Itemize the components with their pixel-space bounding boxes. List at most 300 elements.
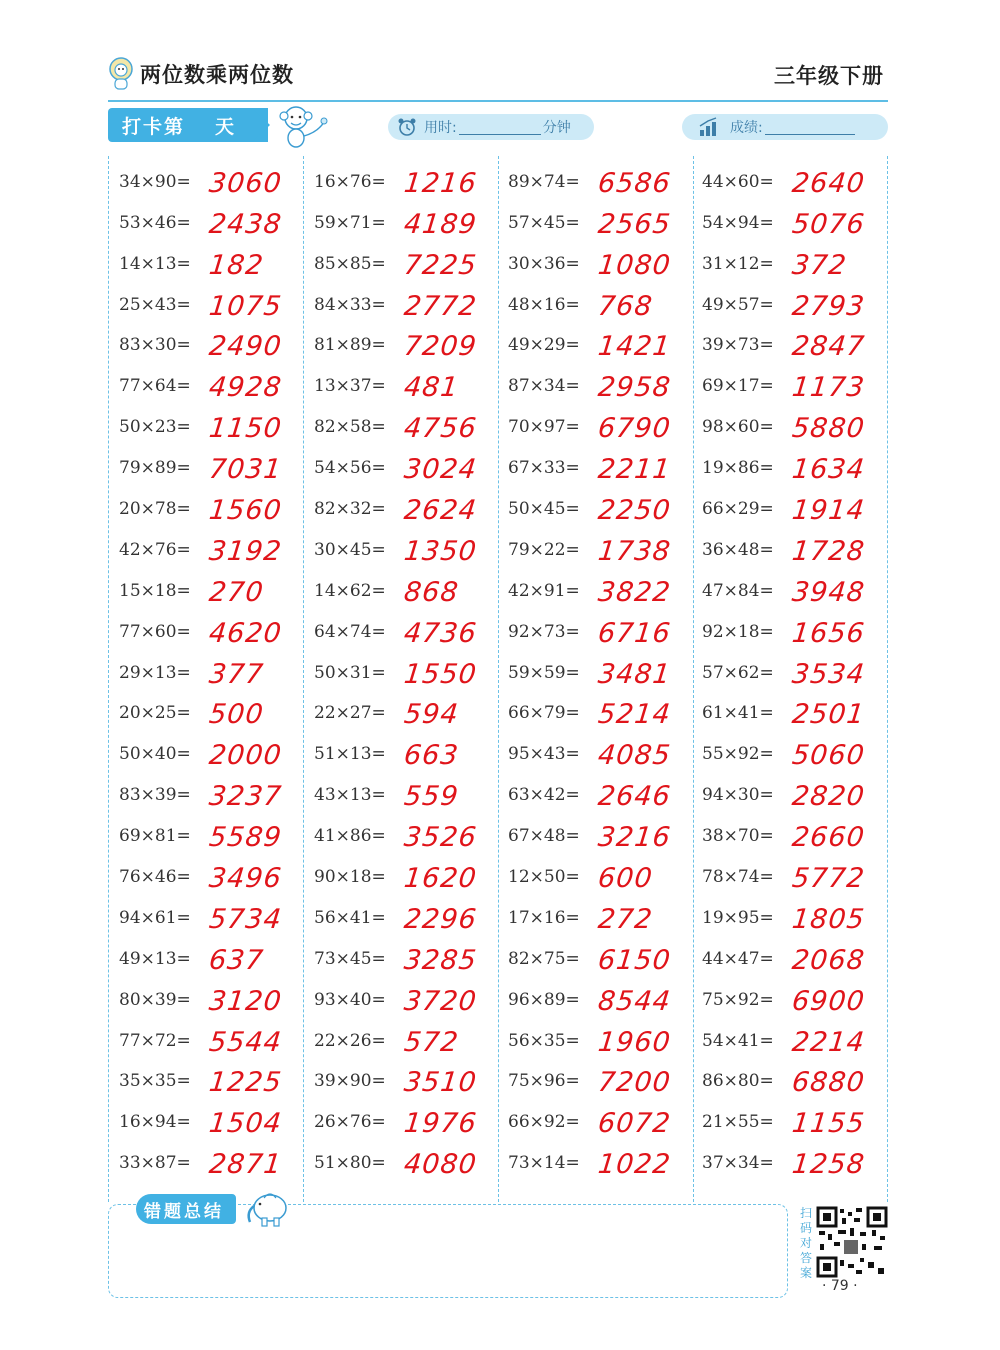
problem-expression: 30×36= xyxy=(508,253,580,274)
problem-item xyxy=(314,692,508,733)
problem-expression: 22×27= xyxy=(314,703,386,724)
problem-expression: 49×29= xyxy=(508,335,580,356)
problem-expression: 16×94= xyxy=(119,1112,191,1133)
time-label: 用时: xyxy=(424,120,457,136)
handwritten-answer[interactable]: 2772 xyxy=(402,290,479,322)
problem-expression: 26×76= xyxy=(314,1112,386,1133)
score-blank[interactable] xyxy=(765,120,855,135)
handwritten-answer[interactable]: 481 xyxy=(402,372,461,404)
handwritten-answer[interactable]: 3720 xyxy=(402,985,479,1017)
handwritten-answer[interactable]: 1634 xyxy=(790,454,867,486)
handwritten-answer[interactable]: 2871 xyxy=(207,1149,284,1181)
problem-item xyxy=(508,405,702,446)
handwritten-answer[interactable]: 4756 xyxy=(402,413,479,445)
problem-expression: 76×46= xyxy=(119,867,191,888)
problem-expression: 12×50= xyxy=(508,867,580,888)
problem-expression: 59×71= xyxy=(314,212,386,233)
handwritten-answer[interactable]: 2214 xyxy=(790,1026,867,1058)
problem-item xyxy=(119,1141,313,1182)
handwritten-answer[interactable]: 2660 xyxy=(790,822,867,854)
problem-item xyxy=(314,1019,508,1060)
handwritten-answer[interactable]: 1738 xyxy=(596,535,673,567)
problem-expression: 20×78= xyxy=(119,499,191,520)
problem-expression: 95×43= xyxy=(508,744,580,765)
handwritten-answer[interactable]: 600 xyxy=(596,863,655,895)
problem-expression: 54×94= xyxy=(702,212,774,233)
problem-expression: 79×22= xyxy=(508,539,580,560)
problem-expression: 54×56= xyxy=(314,458,386,479)
handwritten-answer[interactable]: 1080 xyxy=(596,249,673,281)
problem-item xyxy=(314,324,508,365)
checkin-prefix: 打卡第 xyxy=(122,115,186,138)
handwritten-answer[interactable]: 1022 xyxy=(596,1149,673,1181)
problem-item xyxy=(314,405,508,446)
problem-expression: 39×73= xyxy=(702,335,774,356)
problem-item xyxy=(702,978,896,1019)
problem-item xyxy=(119,446,313,487)
handwritten-answer[interactable]: 4080 xyxy=(402,1149,479,1181)
problem-expression: 39×90= xyxy=(314,1071,386,1092)
problem-expression: 48×16= xyxy=(508,294,580,315)
handwritten-answer[interactable]: 7200 xyxy=(596,1067,673,1099)
problem-expression: 85×85= xyxy=(314,253,386,274)
problem-expression: 77×60= xyxy=(119,621,191,642)
handwritten-answer[interactable]: 5589 xyxy=(207,822,284,854)
handwritten-answer[interactable]: 1960 xyxy=(596,1026,673,1058)
handwritten-answer[interactable]: 8544 xyxy=(596,985,673,1017)
problem-expression: 30×45= xyxy=(314,539,386,560)
problem-expression: 33×87= xyxy=(119,1153,191,1174)
handwritten-answer[interactable]: 4928 xyxy=(207,372,284,404)
problem-item xyxy=(119,855,313,896)
problem-item xyxy=(508,1060,702,1101)
problem-item xyxy=(314,732,508,773)
problem-item xyxy=(119,1060,313,1101)
handwritten-answer[interactable]: 5060 xyxy=(790,740,867,772)
handwritten-answer[interactable]: 663 xyxy=(402,740,461,772)
score-field[interactable] xyxy=(682,114,888,140)
problem-item xyxy=(508,773,702,814)
problem-item xyxy=(702,1100,896,1141)
handwritten-answer[interactable]: 2296 xyxy=(402,903,479,935)
handwritten-answer[interactable]: 2793 xyxy=(790,290,867,322)
problem-expression: 15×18= xyxy=(119,580,191,601)
problem-item xyxy=(119,201,313,242)
problem-expression: 57×45= xyxy=(508,212,580,233)
problem-expression: 57×62= xyxy=(702,662,774,683)
problem-expression: 75×96= xyxy=(508,1071,580,1092)
problem-expression: 82×75= xyxy=(508,948,580,969)
handwritten-answer[interactable]: 2490 xyxy=(207,331,284,363)
problem-item xyxy=(119,692,313,733)
problem-expression: 73×45= xyxy=(314,948,386,969)
problem-item xyxy=(508,242,702,283)
handwritten-answer[interactable]: 6586 xyxy=(596,167,673,199)
problem-expression: 75×92= xyxy=(702,989,774,1010)
handwritten-answer[interactable]: 6150 xyxy=(596,944,673,976)
grid-border xyxy=(108,156,109,1202)
problem-expression: 13×37= xyxy=(314,376,386,397)
problem-item xyxy=(702,528,896,569)
handwritten-answer[interactable]: 7209 xyxy=(402,331,479,363)
handwritten-answer[interactable]: 2000 xyxy=(207,740,284,772)
problem-expression: 89×74= xyxy=(508,171,580,192)
problem-expression: 66×79= xyxy=(508,703,580,724)
problem-expression: 92×18= xyxy=(702,621,774,642)
score-label: 成绩: xyxy=(730,120,763,136)
qr-code-icon[interactable] xyxy=(816,1206,888,1278)
problem-expression: 38×70= xyxy=(702,826,774,847)
problem-item xyxy=(314,528,508,569)
handwritten-answer[interactable]: 559 xyxy=(402,781,461,813)
time-unit: 分钟 xyxy=(542,120,571,136)
handwritten-answer[interactable]: 2847 xyxy=(790,331,867,363)
problem-expression: 82×58= xyxy=(314,417,386,438)
problem-item xyxy=(314,242,508,283)
handwritten-answer[interactable]: 1225 xyxy=(207,1067,284,1099)
problem-expression: 94×61= xyxy=(119,907,191,928)
problem-item xyxy=(314,364,508,405)
handwritten-answer[interactable]: 1504 xyxy=(207,1108,284,1140)
problem-item xyxy=(508,487,702,528)
handwritten-answer[interactable]: 3285 xyxy=(402,944,479,976)
problem-item xyxy=(508,651,702,692)
handwritten-answer[interactable]: 3534 xyxy=(790,658,867,690)
handwritten-answer[interactable]: 7031 xyxy=(207,454,284,486)
problem-expression: 44×47= xyxy=(702,948,774,969)
problem-expression: 35×35= xyxy=(119,1071,191,1092)
problem-item xyxy=(508,528,702,569)
handwritten-answer[interactable]: 3526 xyxy=(402,822,479,854)
handwritten-answer[interactable]: 1560 xyxy=(207,495,284,527)
problem-column xyxy=(702,160,896,1182)
handwritten-answer[interactable]: 3496 xyxy=(207,863,284,895)
problem-item xyxy=(702,446,896,487)
problem-item xyxy=(314,855,508,896)
problem-expression: 96×89= xyxy=(508,989,580,1010)
problem-item xyxy=(508,446,702,487)
problem-expression: 54×41= xyxy=(702,1030,774,1051)
problem-item xyxy=(508,1100,702,1141)
problem-item xyxy=(119,773,313,814)
handwritten-answer[interactable]: 6072 xyxy=(596,1108,673,1140)
handwritten-answer[interactable]: 1550 xyxy=(402,658,479,690)
problem-expression: 44×60= xyxy=(702,171,774,192)
problem-item xyxy=(702,773,896,814)
handwritten-answer[interactable]: 3948 xyxy=(790,576,867,608)
problem-item xyxy=(508,324,702,365)
handwritten-answer[interactable]: 1976 xyxy=(402,1108,479,1140)
qr-caption: 扫码对答案 xyxy=(799,1206,812,1280)
handwritten-answer[interactable]: 3216 xyxy=(596,822,673,854)
problem-expression: 87×34= xyxy=(508,376,580,397)
handwritten-answer[interactable]: 7225 xyxy=(402,249,479,281)
problem-expression: 16×76= xyxy=(314,171,386,192)
handwritten-answer[interactable]: 1258 xyxy=(790,1149,867,1181)
checkin-suffix: 天 xyxy=(215,115,237,138)
problem-expression: 14×13= xyxy=(119,253,191,274)
handwritten-answer[interactable]: 377 xyxy=(207,658,266,690)
handwritten-answer[interactable]: 6716 xyxy=(596,617,673,649)
handwritten-answer[interactable]: 1173 xyxy=(790,372,867,404)
problem-item xyxy=(119,732,313,773)
handwritten-answer[interactable]: 2958 xyxy=(596,372,673,404)
handwritten-answer[interactable]: 3192 xyxy=(207,535,284,567)
problem-item xyxy=(314,651,508,692)
problem-item xyxy=(508,610,702,651)
problem-item xyxy=(702,896,896,937)
handwritten-answer[interactable]: 2646 xyxy=(596,781,673,813)
checkin-banner xyxy=(108,108,268,142)
handwritten-answer[interactable]: 2624 xyxy=(402,495,479,527)
problem-expression: 36×48= xyxy=(702,539,774,560)
checkin-banner-arrow xyxy=(252,108,270,142)
handwritten-answer[interactable]: 1150 xyxy=(207,413,284,445)
problem-item xyxy=(702,1141,896,1182)
problem-expression: 47×84= xyxy=(702,580,774,601)
problem-item xyxy=(314,569,508,610)
alarm-clock-icon xyxy=(396,116,418,138)
handwritten-answer[interactable]: 1805 xyxy=(790,903,867,935)
time-blank[interactable] xyxy=(459,120,541,135)
problem-expression: 63×42= xyxy=(508,785,580,806)
problem-item xyxy=(702,283,896,324)
problem-item xyxy=(119,528,313,569)
handwritten-answer[interactable]: 3024 xyxy=(402,454,479,486)
problem-expression: 51×80= xyxy=(314,1153,386,1174)
problem-expression: 31×12= xyxy=(702,253,774,274)
handwritten-answer[interactable]: 1155 xyxy=(790,1108,867,1140)
problem-expression: 94×30= xyxy=(702,785,774,806)
problem-item xyxy=(702,364,896,405)
problem-item xyxy=(508,855,702,896)
problem-item xyxy=(119,160,313,201)
problem-expression: 73×14= xyxy=(508,1153,580,1174)
handwritten-answer[interactable]: 1914 xyxy=(790,495,867,527)
problem-item xyxy=(119,651,313,692)
handwritten-answer[interactable]: 5076 xyxy=(790,208,867,240)
problem-expression: 37×34= xyxy=(702,1153,774,1174)
problem-item xyxy=(119,569,313,610)
problem-item xyxy=(508,160,702,201)
handwritten-answer[interactable]: 1075 xyxy=(207,290,284,322)
grade-label: 三年级下册 xyxy=(774,64,884,88)
problem-item xyxy=(119,978,313,1019)
handwritten-answer[interactable]: 182 xyxy=(207,249,266,281)
handwritten-answer[interactable]: 3510 xyxy=(402,1067,479,1099)
problem-expression: 34×90= xyxy=(119,171,191,192)
problem-item xyxy=(508,978,702,1019)
problem-expression: 64×74= xyxy=(314,621,386,642)
problem-expression: 53×46= xyxy=(119,212,191,233)
problem-expression: 66×92= xyxy=(508,1112,580,1133)
header-divider xyxy=(108,100,888,102)
handwritten-answer[interactable]: 2640 xyxy=(790,167,867,199)
problem-expression: 14×62= xyxy=(314,580,386,601)
problem-item xyxy=(702,814,896,855)
handwritten-answer[interactable]: 272 xyxy=(596,903,655,935)
handwritten-answer[interactable]: 1216 xyxy=(402,167,479,199)
handwritten-answer[interactable]: 5772 xyxy=(790,863,867,895)
problem-item xyxy=(702,937,896,978)
handwritten-answer[interactable]: 4620 xyxy=(207,617,284,649)
problem-item xyxy=(508,364,702,405)
handwritten-answer[interactable]: 3822 xyxy=(596,576,673,608)
handwritten-answer[interactable]: 3481 xyxy=(596,658,673,690)
problem-item xyxy=(702,569,896,610)
problem-expression: 19×86= xyxy=(702,458,774,479)
problem-item xyxy=(314,610,508,651)
handwritten-answer[interactable]: 5214 xyxy=(596,699,673,731)
handwritten-answer[interactable]: 2820 xyxy=(790,781,867,813)
problem-expression: 41×86= xyxy=(314,826,386,847)
problem-item xyxy=(702,201,896,242)
problem-item xyxy=(702,855,896,896)
problem-expression: 80×39= xyxy=(119,989,191,1010)
problem-expression: 17×16= xyxy=(508,907,580,928)
problem-item xyxy=(119,242,313,283)
handwritten-answer[interactable]: 5880 xyxy=(790,413,867,445)
problem-item xyxy=(119,487,313,528)
problem-item xyxy=(508,732,702,773)
problem-item xyxy=(314,773,508,814)
problem-item xyxy=(314,487,508,528)
handwritten-answer[interactable]: 6900 xyxy=(790,985,867,1017)
handwritten-answer[interactable]: 1421 xyxy=(596,331,673,363)
problem-item xyxy=(508,201,702,242)
elephant-mascot-icon xyxy=(244,1186,296,1230)
problem-item xyxy=(508,692,702,733)
problem-item xyxy=(314,1060,508,1101)
problem-item xyxy=(119,283,313,324)
problem-item xyxy=(508,1141,702,1182)
problem-expression: 21×55= xyxy=(702,1112,774,1133)
problem-expression: 83×39= xyxy=(119,785,191,806)
handwritten-answer[interactable]: 6880 xyxy=(790,1067,867,1099)
problem-expression: 69×81= xyxy=(119,826,191,847)
growth-chart-icon xyxy=(698,116,720,138)
handwritten-answer[interactable]: 2438 xyxy=(207,208,284,240)
problem-expression: 50×23= xyxy=(119,417,191,438)
problem-expression: 78×74= xyxy=(702,867,774,888)
handwritten-answer[interactable]: 594 xyxy=(402,699,461,731)
problem-item xyxy=(702,242,896,283)
problem-expression: 50×31= xyxy=(314,662,386,683)
problem-expression: 61×41= xyxy=(702,703,774,724)
problem-item xyxy=(508,814,702,855)
handwritten-answer[interactable]: 2501 xyxy=(790,699,867,731)
problem-expression: 77×64= xyxy=(119,376,191,397)
problem-item xyxy=(314,937,508,978)
problem-item xyxy=(508,1019,702,1060)
handwritten-answer[interactable]: 3237 xyxy=(207,781,284,813)
handwritten-answer[interactable]: 637 xyxy=(207,944,266,976)
problem-item xyxy=(119,1100,313,1141)
problem-item xyxy=(119,610,313,651)
problem-expression: 86×80= xyxy=(702,1071,774,1092)
handwritten-answer[interactable]: 5544 xyxy=(207,1026,284,1058)
handwritten-answer[interactable]: 4085 xyxy=(596,740,673,772)
problem-expression: 90×18= xyxy=(314,867,386,888)
problem-expression: 22×26= xyxy=(314,1030,386,1051)
lion-mascot-icon xyxy=(108,57,134,91)
handwritten-answer[interactable]: 1656 xyxy=(790,617,867,649)
handwritten-answer[interactable]: 372 xyxy=(790,249,849,281)
problem-item xyxy=(314,978,508,1019)
problem-item xyxy=(702,732,896,773)
problem-expression: 59×59= xyxy=(508,662,580,683)
problem-column xyxy=(508,160,702,1182)
mistake-summary-label: 错题总结 xyxy=(136,1194,236,1224)
problem-expression: 20×25= xyxy=(119,703,191,724)
problem-item xyxy=(702,651,896,692)
handwritten-answer[interactable]: 270 xyxy=(207,576,266,608)
problem-item xyxy=(314,283,508,324)
problem-expression: 92×73= xyxy=(508,621,580,642)
problem-item xyxy=(119,814,313,855)
problem-item xyxy=(508,283,702,324)
handwritten-answer[interactable]: 2211 xyxy=(596,454,673,486)
handwritten-answer[interactable]: 6790 xyxy=(596,413,673,445)
problem-expression: 66×29= xyxy=(702,499,774,520)
problem-item xyxy=(702,610,896,651)
handwritten-answer[interactable]: 4736 xyxy=(402,617,479,649)
handwritten-answer[interactable]: 5734 xyxy=(207,903,284,935)
problem-expression: 42×76= xyxy=(119,539,191,560)
problem-item xyxy=(314,1100,508,1141)
page-number: · 79 · xyxy=(822,1278,858,1294)
problem-item xyxy=(702,160,896,201)
problem-expression: 42×91= xyxy=(508,580,580,601)
handwritten-answer[interactable]: 2068 xyxy=(790,944,867,976)
problem-item xyxy=(314,896,508,937)
topic-header xyxy=(108,52,294,96)
handwritten-answer[interactable]: 768 xyxy=(596,290,655,322)
handwritten-answer[interactable]: 1620 xyxy=(402,863,479,895)
problem-item xyxy=(119,937,313,978)
page-title: 两位数乘两位数 xyxy=(140,63,294,87)
handwritten-answer[interactable]: 1350 xyxy=(402,535,479,567)
handwritten-answer[interactable]: 2250 xyxy=(596,495,673,527)
handwritten-answer[interactable]: 3060 xyxy=(207,167,284,199)
problem-expression: 69×17= xyxy=(702,376,774,397)
problem-expression: 49×57= xyxy=(702,294,774,315)
problem-expression: 55×92= xyxy=(702,744,774,765)
problem-expression: 29×13= xyxy=(119,662,191,683)
handwritten-answer[interactable]: 4189 xyxy=(402,208,479,240)
problem-item xyxy=(314,160,508,201)
problem-item xyxy=(314,446,508,487)
problem-expression: 25×43= xyxy=(119,294,191,315)
problem-expression: 50×40= xyxy=(119,744,191,765)
problem-expression: 98×60= xyxy=(702,417,774,438)
problem-expression: 84×33= xyxy=(314,294,386,315)
time-field[interactable] xyxy=(388,114,594,140)
handwritten-answer[interactable]: 1728 xyxy=(790,535,867,567)
problem-expression: 93×40= xyxy=(314,989,386,1010)
problem-expression: 67×33= xyxy=(508,458,580,479)
problem-expression: 56×35= xyxy=(508,1030,580,1051)
problem-expression: 49×13= xyxy=(119,948,191,969)
handwritten-answer[interactable]: 2565 xyxy=(596,208,673,240)
problem-expression: 70×97= xyxy=(508,417,580,438)
problem-item xyxy=(314,814,508,855)
problem-expression: 77×72= xyxy=(119,1030,191,1051)
handwritten-answer[interactable]: 868 xyxy=(402,576,461,608)
handwritten-answer[interactable]: 572 xyxy=(402,1026,461,1058)
handwritten-answer[interactable]: 500 xyxy=(207,699,266,731)
handwritten-answer[interactable]: 3120 xyxy=(207,985,284,1017)
